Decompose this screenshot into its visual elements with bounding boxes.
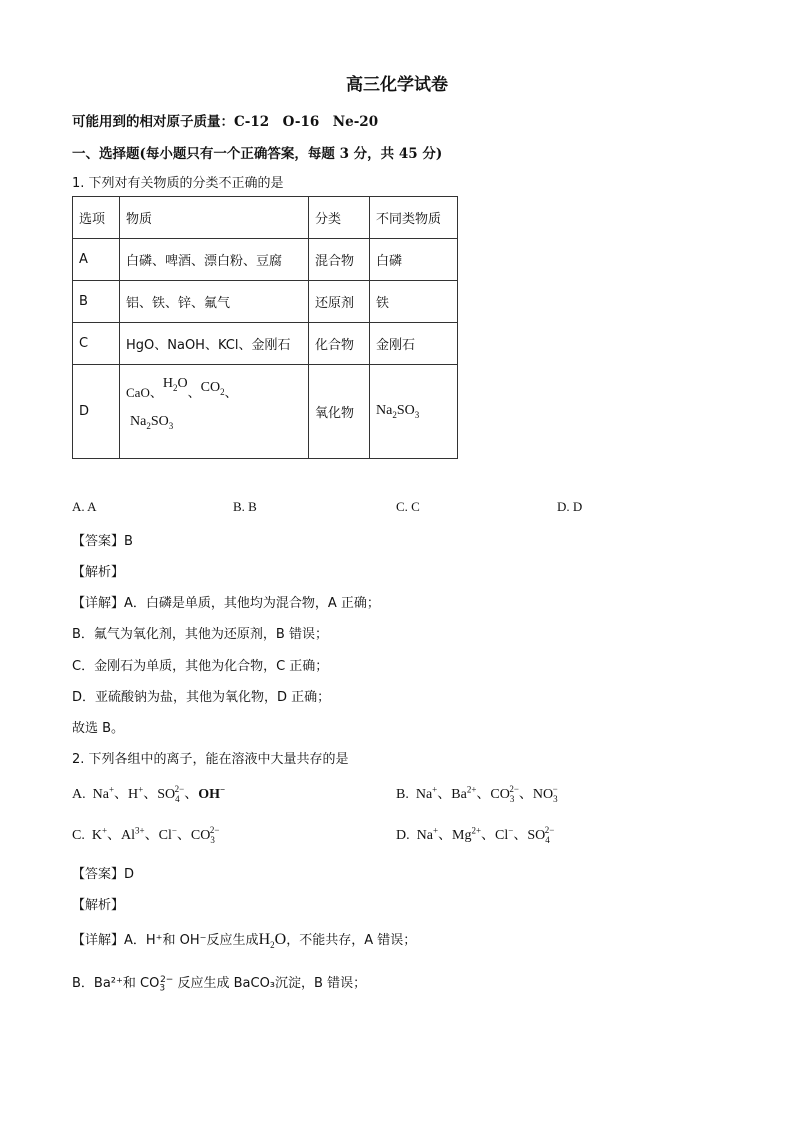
table-header-row [73,197,458,239]
different-cell: 铁 [370,281,458,323]
q1-stem: 1. 下列对有关物质的分类不正确的是 [72,176,284,191]
q1-detail-d: D．亚硫酸钠为盐，其他为氧化物，D 正确； [72,690,331,705]
class-cell: 混合物 [309,239,370,281]
q2-choice-c: C. K+、$Al^{3+}$、Cl−、$CO_3^{2-}$ [72,825,220,845]
q2-answer: 【答案】D [72,867,135,882]
q2-detail-b: B．Ba²⁺和 $CO_3^{2-}$ 反应生成 BaCO₃沉淀，B 错误； [72,974,367,994]
header-cell: 选项 [73,197,120,239]
choice-c: C. C [396,499,420,514]
atomic-mass-line: 可能用到的相对原子质量：C-12 O-16 Ne-20 [72,114,379,130]
detail-tag: 【详解】 [72,933,125,948]
header-cell: 分类 [309,197,370,239]
q2-stem: 2. 下列各组中的离子，能在溶液中大量共存的是 [72,752,349,767]
class-cell: 氧化物 [309,365,370,459]
page-title: 高三化学试卷 [346,75,448,95]
section-heading: 一、选择题(每小题只有一个正确答案，每题 3 分，共 45 分) [72,146,443,162]
class-cell: 还原剂 [309,281,370,323]
table-row [73,323,458,365]
detail-text: A．白磷是单质，其他均为混合物，A 正确； [124,596,380,611]
q2-analysis: 【解析】 [72,898,125,913]
table-row [73,239,458,281]
q1-answer: 【答案】B [72,534,133,549]
option-cell: C [73,323,120,365]
q2-choice-d: D. Na+、$Mg^{2+}$、Cl−、$SO_4^{2-}$ [396,825,555,845]
q1-analysis: 【解析】 [72,565,125,580]
q1-detail-c: C．金刚石为单质，其他为化合物，C 正确； [72,659,329,674]
formula-line-2: $Na_2SO_3$ [130,414,174,431]
table-row [73,365,458,459]
table-row [73,281,458,323]
class-cell: 化合物 [309,323,370,365]
header-cell: 物质 [120,197,309,239]
q1-table [72,196,458,459]
choice-d: D. D [557,499,583,514]
choice-a: A. A [72,499,97,514]
q1-detail-a [72,592,380,611]
q1-conclusion: 故选 B。 [72,721,125,736]
different-cell: 金刚石 [370,323,458,365]
q2-choice-a: A. Na+、H+、$SO_4^{2-}$、OH− [72,784,226,804]
option-cell: D [73,365,120,459]
different-cell: $Na_2SO_3$ [370,365,458,459]
detail-tag: 【详解】 [72,596,125,611]
substance-cell: 白磷、啤酒、漂白粉、豆腐 [120,239,309,281]
header-cell: 不同类物质 [370,197,458,239]
different-cell: 白磷 [370,239,458,281]
option-cell: A [73,239,120,281]
substance-cell: 铝、铁、锌、氟气 [120,281,309,323]
q2-detail-a: 【详解】A．H⁺和 OH⁻反应生成$H_2O$，不能共存，A 错误； [72,931,417,951]
substance-cell [120,365,309,459]
choice-b: B. B [233,499,257,514]
substance-cell: HgO、NaOH、KCl、金刚石 [120,323,309,365]
option-cell: B [73,281,120,323]
q2-choice-b: B. Na+、$Ba^{2+}$、$CO_3^{2-}$、$NO_3^-$ [396,784,558,804]
formula-line-1: CaO、$H_2O$、$CO_2$、 [126,376,238,402]
q1-detail-b: B．氟气为氧化剂，其他为还原剂，B 错误； [72,627,328,642]
